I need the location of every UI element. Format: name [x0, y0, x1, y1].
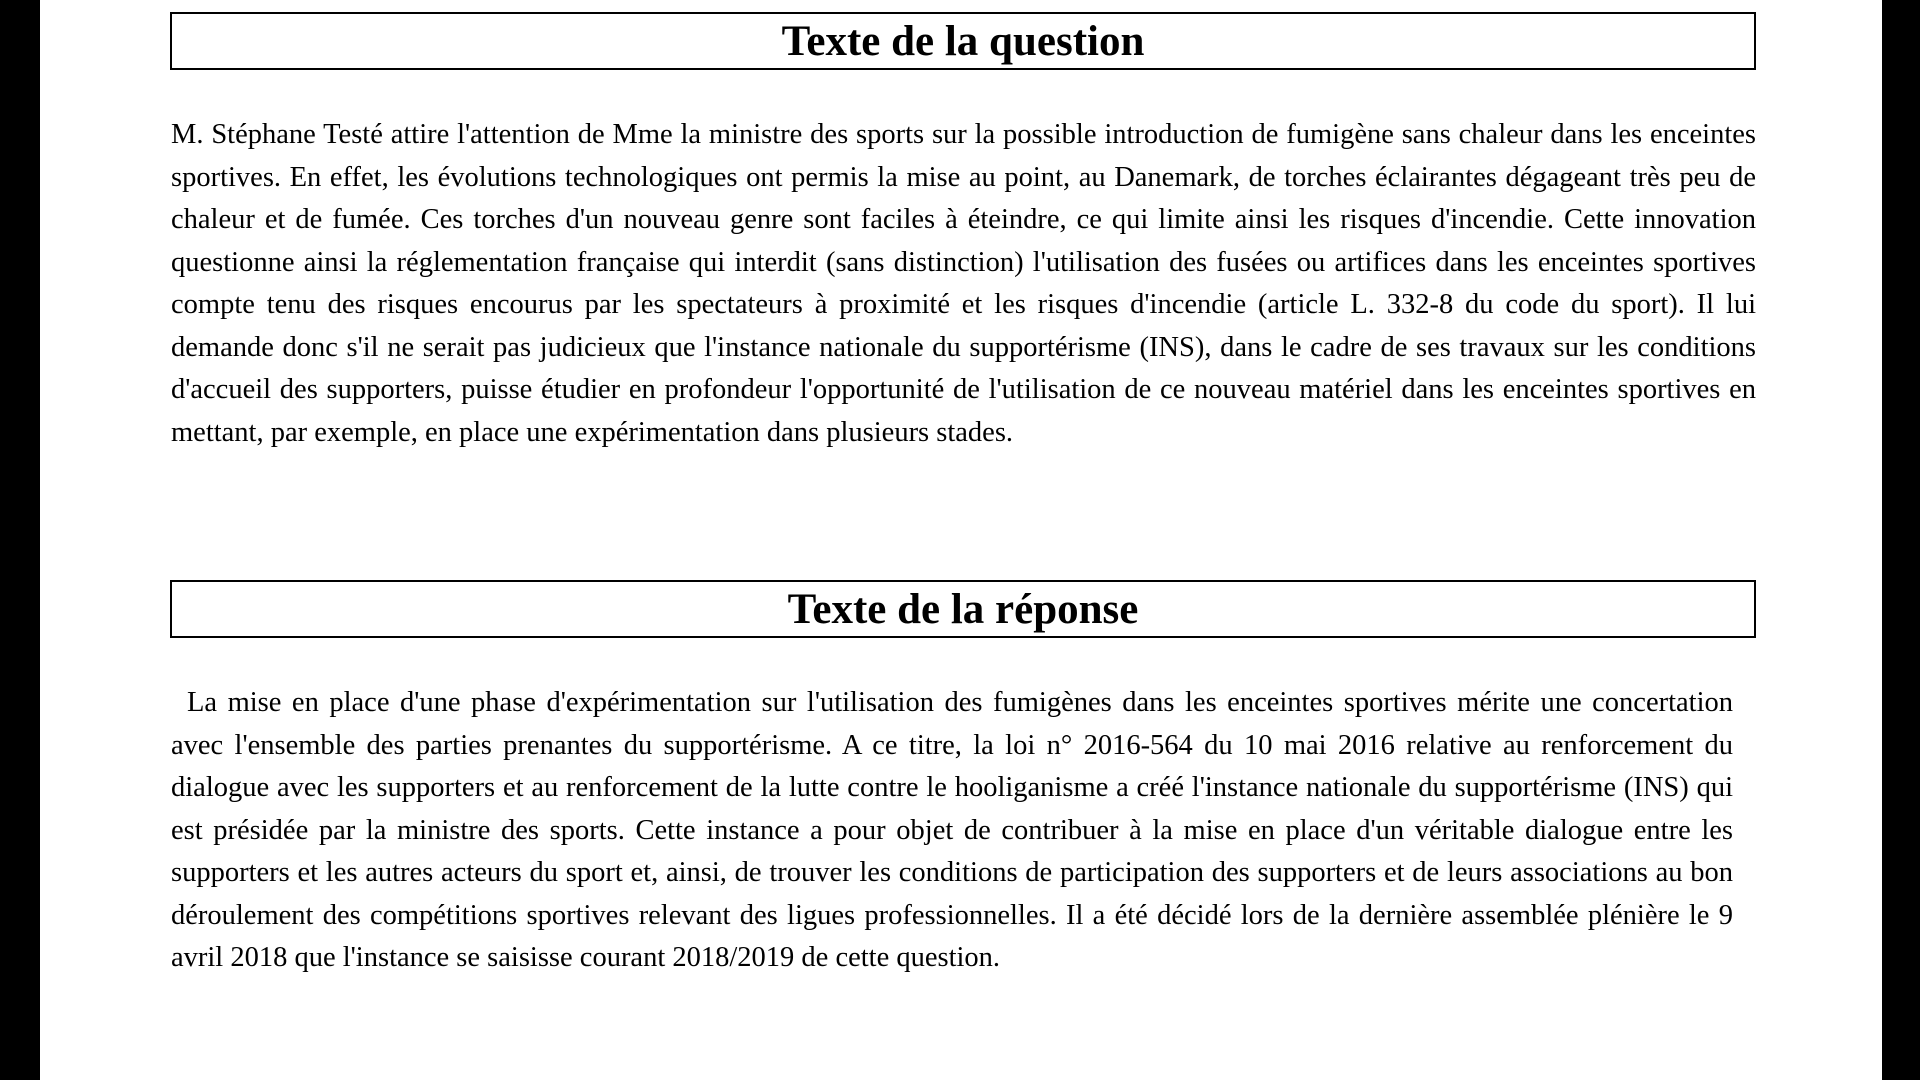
question-heading: Texte de la question [170, 12, 1756, 70]
response-heading: Texte de la réponse [170, 580, 1756, 638]
response-body: La mise en place d'une phase d'expérimentation sur l'utilisation des fumigènes dans les enceintes sportives mérite une concertation avec l'ensemble des parties prenantes du supportérisme. A ce titre, la loi n° 2016-564 du 10 mai 2016 relative au renforcement du dialogue avec les supporters et au renforcement de la lutte contre le hooliganisme a créé l'instance nationale du supportérisme (INS) qui est présidée par la ministre des sports. Cette instance a pour objet de contribuer à la mise en place d'un véritable dialogue entre les supporters et les autres acteurs du sport et, ainsi, de trouver les conditions de participation des supporters et de leurs associations au bon déroulement des compétitions sportives relevant des ligues professionnelles. Il a été décidé lors de la dernière assemblée plénière le 9 avril 2018 que l'instance se saisisse courant 2018/2019 de cette question. [171, 687, 1733, 973]
question-body: M. Stéphane Testé attire l'attention de Mme la ministre des sports sur la possible introduction de fumigène sans chaleur dans les enceintes sportives. En effet, les évolutions technologiques ont permis la mise au point, au Danemark, de torches éclairantes dégageant très peu de chaleur et de fumée. Ces torches d'un nouveau genre sont faciles à éteindre, ce qui limite ainsi les risques d'incendie. Cette innovation questionne ainsi la réglementation française qui interdit (sans distinction) l'utilisation des fusées ou artifices dans les enceintes sportives compte tenu des risques encourus par les spectateurs à proximité et les risques d'incendie (article L. 332-8 du code du sport). Il lui demande donc s'il ne serait pas judicieux que l'instance nationale du supportérisme (INS), dans le cadre de ses travaux sur les conditions d'accueil des supporters, puisse étudier en profondeur l'opportunité de l'utilisation de ce nouveau matériel dans les enceintes sportives en mettant, par exemple, en place une expérimentation dans plusieurs stades. [171, 119, 1756, 448]
document-page [40, 0, 1882, 1080]
